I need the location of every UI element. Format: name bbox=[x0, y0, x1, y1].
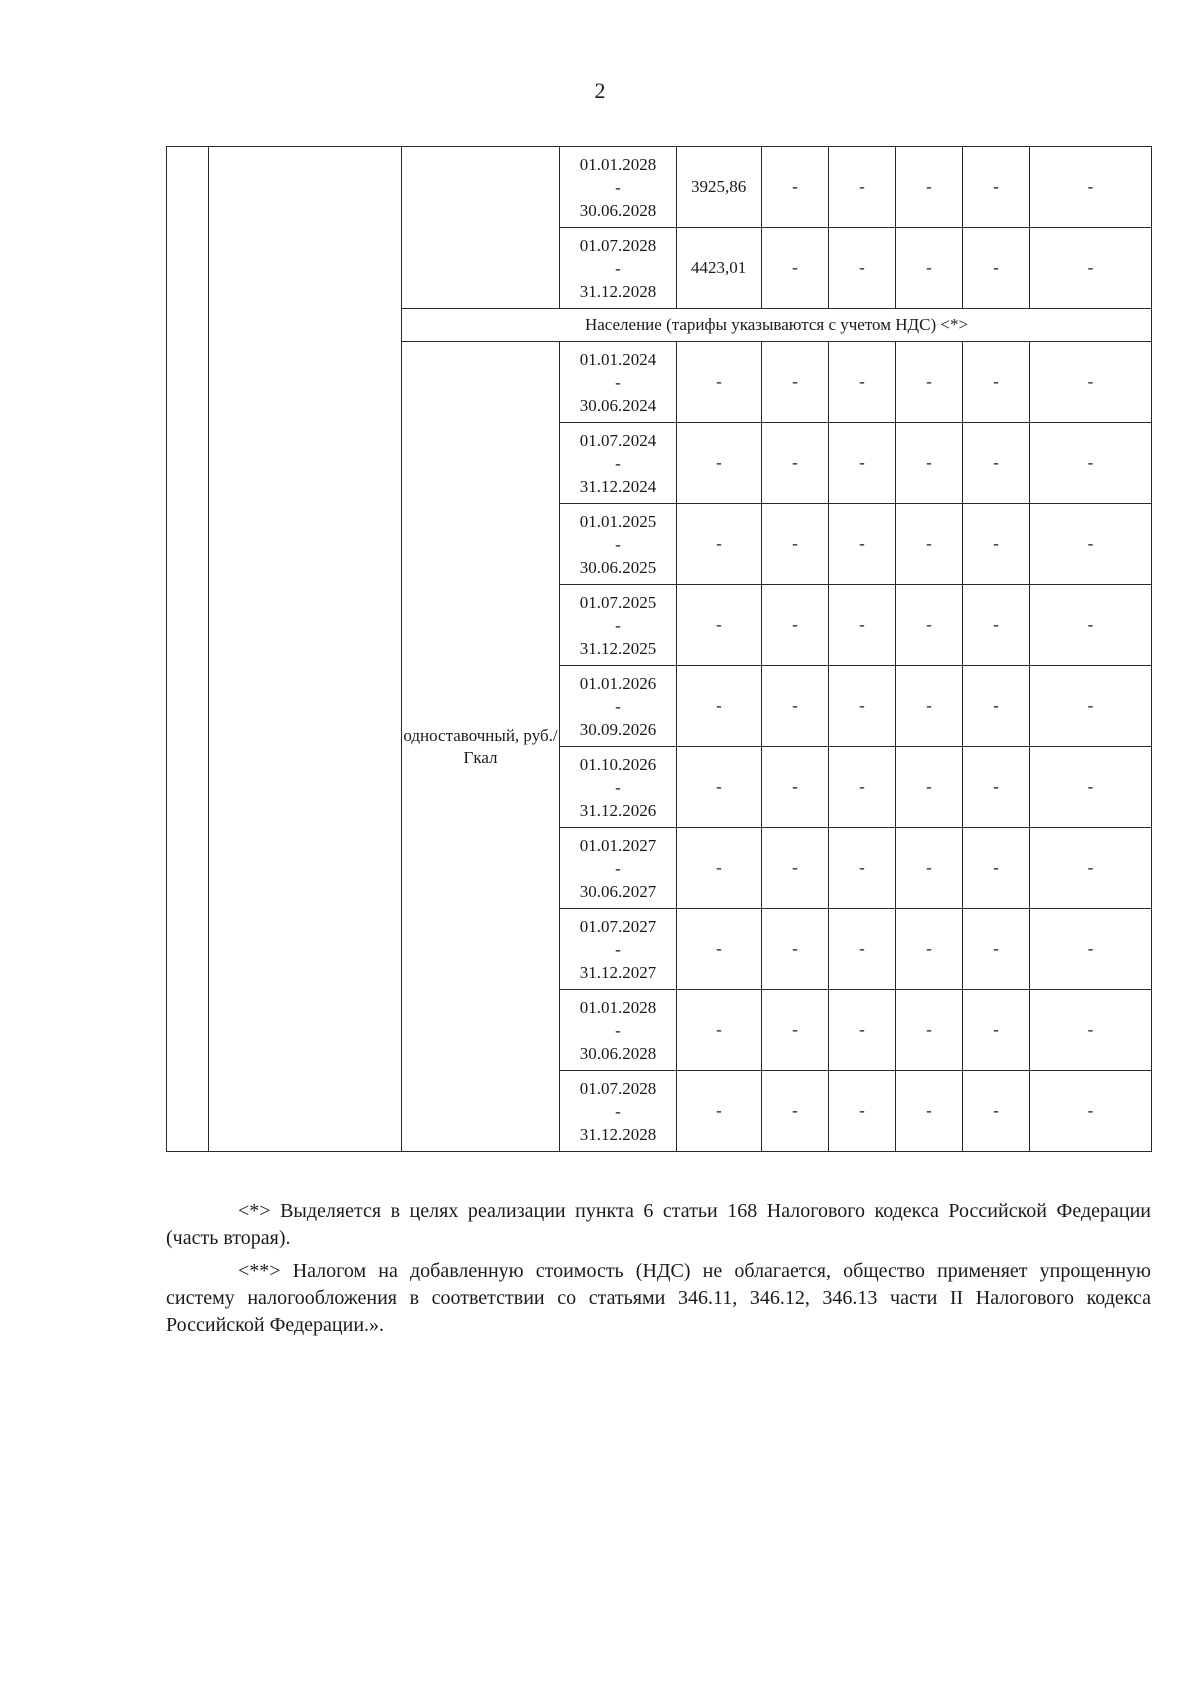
period-cell: 01.01.2024 - 30.06.2024 bbox=[560, 342, 677, 423]
dash-cell: - bbox=[963, 747, 1030, 828]
dash-cell: - bbox=[829, 747, 896, 828]
dash-cell: - bbox=[963, 504, 1030, 585]
period-cell: 01.07.2028 - 31.12.2028 bbox=[560, 1071, 677, 1152]
dash-cell: - bbox=[896, 585, 963, 666]
dash-cell: - bbox=[963, 228, 1030, 309]
dash-cell: - bbox=[829, 342, 896, 423]
period-cell: 01.01.2028 - 30.06.2028 bbox=[560, 990, 677, 1071]
dash-cell: - bbox=[829, 228, 896, 309]
organization-column-cell bbox=[209, 147, 402, 1152]
tariff-value-cell: 3925,86 bbox=[677, 147, 762, 228]
dash-cell: - bbox=[896, 990, 963, 1071]
dash-cell: - bbox=[677, 342, 762, 423]
tariff-value-cell: 4423,01 bbox=[677, 228, 762, 309]
dash-cell: - bbox=[762, 747, 829, 828]
dash-cell: - bbox=[762, 585, 829, 666]
dash-cell: - bbox=[762, 342, 829, 423]
number-column-cell bbox=[167, 147, 209, 1152]
tariff-type-cell-top bbox=[402, 147, 560, 309]
dash-cell: - bbox=[829, 990, 896, 1071]
dash-cell: - bbox=[896, 828, 963, 909]
dash-cell: - bbox=[1030, 1071, 1152, 1152]
dash-cell: - bbox=[1030, 342, 1152, 423]
dash-cell: - bbox=[677, 423, 762, 504]
dash-cell: - bbox=[896, 342, 963, 423]
dash-cell: - bbox=[1030, 990, 1152, 1071]
dash-cell: - bbox=[896, 666, 963, 747]
footnotes bbox=[166, 1198, 1151, 1345]
period-cell: 01.01.2027 - 30.06.2027 bbox=[560, 828, 677, 909]
dash-cell: - bbox=[677, 747, 762, 828]
dash-cell: - bbox=[762, 828, 829, 909]
period-cell: 01.07.2024 - 31.12.2024 bbox=[560, 423, 677, 504]
tariff-table-body bbox=[167, 147, 1152, 1152]
dash-cell: - bbox=[963, 909, 1030, 990]
dash-cell: - bbox=[829, 666, 896, 747]
period-cell: 01.07.2025 - 31.12.2025 bbox=[560, 585, 677, 666]
dash-cell: - bbox=[762, 504, 829, 585]
dash-cell: - bbox=[1030, 504, 1152, 585]
dash-cell: - bbox=[677, 666, 762, 747]
dash-cell: - bbox=[896, 504, 963, 585]
dash-cell: - bbox=[963, 147, 1030, 228]
tariff-table bbox=[166, 146, 1152, 1152]
dash-cell: - bbox=[829, 147, 896, 228]
dash-cell: - bbox=[762, 909, 829, 990]
dash-cell: - bbox=[1030, 585, 1152, 666]
dash-cell: - bbox=[896, 228, 963, 309]
dash-cell: - bbox=[896, 1071, 963, 1152]
dash-cell: - bbox=[677, 828, 762, 909]
dash-cell: - bbox=[829, 504, 896, 585]
dash-cell: - bbox=[677, 909, 762, 990]
dash-cell: - bbox=[896, 909, 963, 990]
dash-cell: - bbox=[963, 423, 1030, 504]
dash-cell: - bbox=[963, 828, 1030, 909]
dash-cell: - bbox=[762, 228, 829, 309]
dash-cell: - bbox=[762, 147, 829, 228]
dash-cell: - bbox=[963, 585, 1030, 666]
dash-cell: - bbox=[677, 504, 762, 585]
dash-cell: - bbox=[829, 828, 896, 909]
dash-cell: - bbox=[1030, 147, 1152, 228]
period-cell: 01.07.2027 - 31.12.2027 bbox=[560, 909, 677, 990]
page-number: 2 bbox=[594, 78, 606, 103]
dash-cell: - bbox=[829, 1071, 896, 1152]
dash-cell: - bbox=[829, 909, 896, 990]
footnote-simplified-tax: <**> Налогом на добавленную стоимость (НДС) не облагается, общество применяет упрощенную систему налогообложения в соответствии со статьями 346.11, 346.12, 346.13 части II Налогового кодекса Российской Федерации.». bbox=[166, 1260, 1151, 1336]
dash-cell: - bbox=[1030, 747, 1152, 828]
dash-cell: - bbox=[677, 990, 762, 1071]
period-cell: 01.01.2028 - 30.06.2028 bbox=[560, 147, 677, 228]
dash-cell: - bbox=[1030, 423, 1152, 504]
tariff-type-cell: одноставочный, руб./Гкал bbox=[402, 342, 560, 1152]
dash-cell: - bbox=[762, 990, 829, 1071]
dash-cell: - bbox=[829, 423, 896, 504]
dash-cell: - bbox=[762, 423, 829, 504]
dash-cell: - bbox=[829, 585, 896, 666]
period-cell: 01.01.2026 - 30.09.2026 bbox=[560, 666, 677, 747]
dash-cell: - bbox=[1030, 228, 1152, 309]
dash-cell: - bbox=[963, 990, 1030, 1071]
dash-cell: - bbox=[677, 585, 762, 666]
table-row bbox=[167, 147, 1152, 228]
dash-cell: - bbox=[1030, 666, 1152, 747]
dash-cell: - bbox=[963, 342, 1030, 423]
dash-cell: - bbox=[896, 423, 963, 504]
dash-cell: - bbox=[896, 147, 963, 228]
dash-cell: - bbox=[1030, 909, 1152, 990]
period-cell: 01.01.2025 - 30.06.2025 bbox=[560, 504, 677, 585]
population-header: Население (тарифы указываются с учетом НДС) <*> bbox=[402, 309, 1152, 342]
period-cell: 01.10.2026 - 31.12.2026 bbox=[560, 747, 677, 828]
footnote-vat: <*> Выделяется в целях реализации пункта 6 статьи 168 Налогового кодекса Российской Федерации (часть вторая). bbox=[166, 1200, 1151, 1249]
dash-cell: - bbox=[963, 666, 1030, 747]
dash-cell: - bbox=[762, 666, 829, 747]
dash-cell: - bbox=[963, 1071, 1030, 1152]
dash-cell: - bbox=[762, 1071, 829, 1152]
dash-cell: - bbox=[1030, 828, 1152, 909]
dash-cell: - bbox=[896, 747, 963, 828]
period-cell: 01.07.2028 - 31.12.2028 bbox=[560, 228, 677, 309]
dash-cell: - bbox=[677, 1071, 762, 1152]
